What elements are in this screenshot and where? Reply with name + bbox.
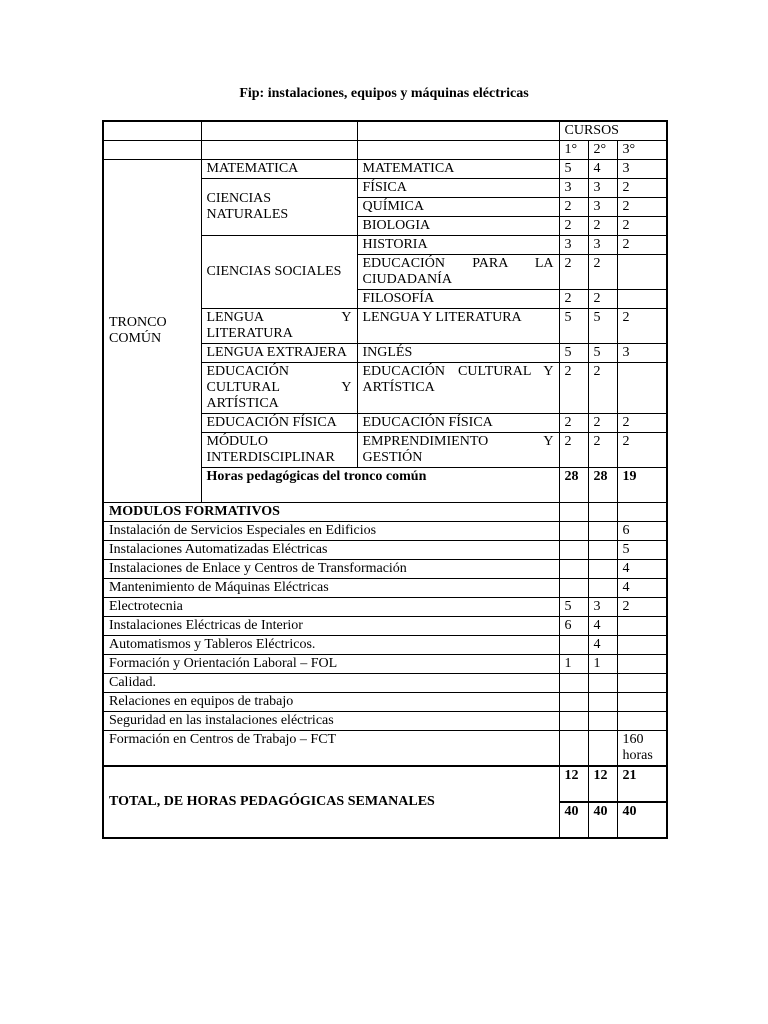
empty-cell <box>588 503 617 522</box>
table-row <box>103 693 667 712</box>
hours-cell <box>617 712 667 731</box>
subject-cell: BIOLOGIA <box>357 217 559 236</box>
empty-cell <box>201 141 357 160</box>
header-row-years <box>103 141 667 160</box>
area-cell: LENGUA EXTRAJERA <box>201 344 357 363</box>
table-row <box>103 731 667 767</box>
empty-cell <box>357 141 559 160</box>
hours-cell: 4 <box>588 160 617 179</box>
hours-cell: 4 <box>588 617 617 636</box>
subject-cell: MATEMATICA <box>357 160 559 179</box>
subject-cell: HISTORIA <box>357 236 559 255</box>
area-cell: MÓDULO INTERDISCIPLINAR <box>201 433 357 468</box>
hours-cell: 5 <box>559 344 588 363</box>
hours-cell: 3 <box>588 236 617 255</box>
year-header: 1° <box>559 141 588 160</box>
hours-cell: 2 <box>559 433 588 468</box>
hours-cell: 5 <box>559 160 588 179</box>
module-name: Instalaciones de Enlace y Centros de Transformación <box>103 560 559 579</box>
hours-cell: 2 <box>559 217 588 236</box>
hours-cell: 2 <box>559 414 588 433</box>
table-row <box>103 160 667 179</box>
tronco-total-label: Horas pedagógicas del tronco común <box>201 468 559 503</box>
empty-cell <box>103 121 201 141</box>
hours-cell <box>588 731 617 767</box>
tronco-total-hours: 19 <box>617 468 667 503</box>
subject-cell: EMPRENDIMIENTO Y GESTIÓN <box>357 433 559 468</box>
total-hours: 12 <box>588 766 617 802</box>
hours-cell: 4 <box>617 579 667 598</box>
hours-cell: 5 <box>588 344 617 363</box>
hours-cell <box>588 693 617 712</box>
modulos-header-row <box>103 503 667 522</box>
table-body <box>103 121 667 838</box>
document-title: Fip: instalaciones, equipos y máquinas eléctricas <box>239 86 529 101</box>
hours-cell: 2 <box>617 309 667 344</box>
cursos-header: CURSOS <box>559 121 667 141</box>
header-row-cursos <box>103 121 667 141</box>
hours-cell: 2 <box>559 198 588 217</box>
hours-cell <box>559 522 588 541</box>
hours-cell <box>588 579 617 598</box>
totales-row-1 <box>103 766 667 802</box>
hours-cell: 2 <box>588 290 617 309</box>
hours-cell: 5 <box>559 309 588 344</box>
hours-cell <box>559 579 588 598</box>
hours-cell: 1 <box>559 655 588 674</box>
module-name: Formación y Orientación Laboral – FOL <box>103 655 559 674</box>
area-cell: EDUCACIÓN FÍSICA <box>201 414 357 433</box>
hours-cell: 3 <box>559 236 588 255</box>
hours-cell: 3 <box>617 344 667 363</box>
table-row <box>103 560 667 579</box>
hours-cell <box>617 693 667 712</box>
hours-cell: 3 <box>588 179 617 198</box>
hours-cell: 2 <box>588 414 617 433</box>
hours-cell: 3 <box>559 179 588 198</box>
hours-cell: 2 <box>617 179 667 198</box>
module-name: Calidad. <box>103 674 559 693</box>
hours-cell <box>588 522 617 541</box>
table-row <box>103 598 667 617</box>
hours-cell: 6 <box>617 522 667 541</box>
table-row <box>103 655 667 674</box>
area-cell: CIENCIAS NATURALES <box>201 179 357 236</box>
hours-cell <box>617 363 667 414</box>
module-name: Instalaciones Eléctricas de Interior <box>103 617 559 636</box>
hours-cell <box>559 560 588 579</box>
hours-cell: 2 <box>588 363 617 414</box>
empty-cell <box>357 121 559 141</box>
total-horas-label: TOTAL, DE HORAS PEDAGÓGICAS SEMANALES <box>103 766 559 838</box>
table-row <box>103 617 667 636</box>
hours-cell <box>559 731 588 767</box>
hours-cell: 2 <box>559 290 588 309</box>
hours-cell <box>559 541 588 560</box>
hours-cell <box>588 541 617 560</box>
hours-cell: 2 <box>617 236 667 255</box>
year-header: 3° <box>617 141 667 160</box>
hours-cell <box>588 712 617 731</box>
hours-cell <box>588 674 617 693</box>
hours-cell <box>559 636 588 655</box>
hours-cell: 2 <box>617 433 667 468</box>
hours-cell <box>617 290 667 309</box>
area-cell: CIENCIAS SOCIALES <box>201 236 357 309</box>
module-name: Automatismos y Tableros Eléctricos. <box>103 636 559 655</box>
subject-cell: QUÍMICA <box>357 198 559 217</box>
hours-cell: 2 <box>588 255 617 290</box>
subject-cell: EDUCACIÓN PARA LA CIUDADANÍA <box>357 255 559 290</box>
area-cell: EDUCACIÓN CULTURAL Y ARTÍSTICA <box>201 363 357 414</box>
hours-cell <box>559 693 588 712</box>
subject-cell: INGLÉS <box>357 344 559 363</box>
total-hours: 21 <box>617 766 667 802</box>
tronco-total-hours: 28 <box>588 468 617 503</box>
hours-cell <box>617 636 667 655</box>
total-hours: 40 <box>617 802 667 838</box>
hours-cell: 2 <box>559 363 588 414</box>
hours-cell: 3 <box>617 160 667 179</box>
table-row <box>103 636 667 655</box>
empty-cell <box>201 121 357 141</box>
hours-cell: 2 <box>588 217 617 236</box>
empty-cell <box>103 141 201 160</box>
hours-cell: 5 <box>617 541 667 560</box>
hours-cell: 2 <box>617 414 667 433</box>
curriculum-table <box>102 120 668 839</box>
hours-cell: 160 horas <box>617 731 667 767</box>
hours-cell <box>617 255 667 290</box>
hours-cell: 2 <box>588 433 617 468</box>
subject-cell: LENGUA Y LITERATURA <box>357 309 559 344</box>
table-row <box>103 674 667 693</box>
hours-cell: 2 <box>617 217 667 236</box>
module-name: Relaciones en equipos de trabajo <box>103 693 559 712</box>
module-name: Instalaciones Automatizadas Eléctricas <box>103 541 559 560</box>
area-cell: LENGUA Y LITERATURA <box>201 309 357 344</box>
hours-cell: 6 <box>559 617 588 636</box>
hours-cell: 5 <box>588 309 617 344</box>
hours-cell <box>617 674 667 693</box>
empty-cell <box>559 503 588 522</box>
hours-cell: 1 <box>588 655 617 674</box>
total-hours: 40 <box>559 802 588 838</box>
hours-cell <box>559 674 588 693</box>
module-name: Seguridad en las instalaciones eléctricas <box>103 712 559 731</box>
hours-cell <box>588 560 617 579</box>
hours-cell: 2 <box>617 198 667 217</box>
table-row <box>103 541 667 560</box>
subject-cell: FÍSICA <box>357 179 559 198</box>
module-name: Instalación de Servicios Especiales en Edificios <box>103 522 559 541</box>
hours-cell <box>617 655 667 674</box>
tronco-comun-label: TRONCO COMÚN <box>103 160 201 503</box>
hours-cell: 2 <box>559 255 588 290</box>
year-header: 2° <box>588 141 617 160</box>
table-row <box>103 579 667 598</box>
hours-cell <box>559 712 588 731</box>
tronco-total-hours: 28 <box>559 468 588 503</box>
hours-cell: 4 <box>617 560 667 579</box>
module-name: Formación en Centros de Trabajo – FCT <box>103 731 559 767</box>
table-row <box>103 712 667 731</box>
subject-cell: EDUCACIÓN FÍSICA <box>357 414 559 433</box>
hours-cell: 5 <box>559 598 588 617</box>
area-cell: MATEMATICA <box>201 160 357 179</box>
hours-cell: 4 <box>588 636 617 655</box>
module-name: Mantenimiento de Máquinas Eléctricas <box>103 579 559 598</box>
hours-cell: 3 <box>588 598 617 617</box>
hours-cell: 3 <box>588 198 617 217</box>
subject-cell: EDUCACIÓN CULTURAL Y ARTÍSTICA <box>357 363 559 414</box>
hours-cell: 2 <box>617 598 667 617</box>
hours-cell <box>617 617 667 636</box>
subject-cell: FILOSOFÍA <box>357 290 559 309</box>
total-hours: 12 <box>559 766 588 802</box>
empty-cell <box>617 503 667 522</box>
total-hours: 40 <box>588 802 617 838</box>
modulos-formativos-label: MODULOS FORMATIVOS <box>103 503 559 522</box>
module-name: Electrotecnia <box>103 598 559 617</box>
table-row <box>103 522 667 541</box>
